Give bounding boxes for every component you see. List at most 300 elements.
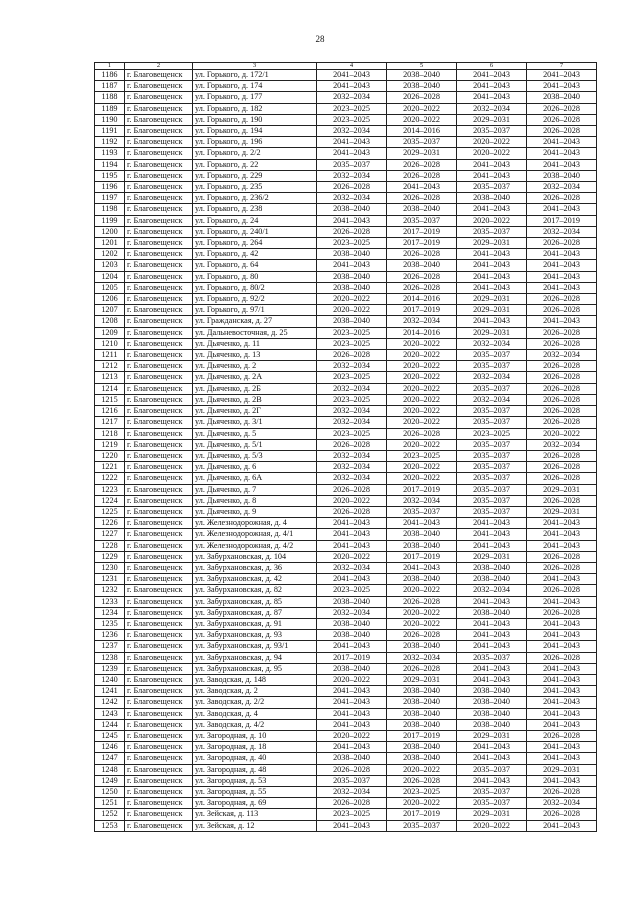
row-number: 1236 — [95, 630, 125, 641]
row-number: 1204 — [95, 271, 125, 282]
address-cell: ул. Заводская, д. 4/2 — [193, 719, 317, 730]
period-cell: 2041–2043 — [317, 719, 387, 730]
period-cell: 2041–2043 — [527, 148, 597, 159]
period-cell: 2035–2037 — [457, 484, 527, 495]
period-cell: 2038–2040 — [527, 92, 597, 103]
period-cell: 2017–2019 — [527, 215, 597, 226]
table-row — [95, 775, 597, 786]
period-cell: 2041–2043 — [527, 742, 597, 753]
city-cell: г. Благовещенск — [125, 81, 193, 92]
address-cell: ул. Забурхановская, д. 82 — [193, 585, 317, 596]
row-number: 1231 — [95, 574, 125, 585]
period-cell: 2041–2043 — [317, 148, 387, 159]
period-cell: 2035–2037 — [457, 462, 527, 473]
city-cell: г. Благовещенск — [125, 753, 193, 764]
period-cell: 2041–2043 — [457, 518, 527, 529]
table-row — [95, 327, 597, 338]
period-cell: 2038–2040 — [387, 204, 457, 215]
city-cell: г. Благовещенск — [125, 204, 193, 215]
period-cell: 2038–2040 — [387, 260, 457, 271]
period-cell: 2023–2025 — [317, 327, 387, 338]
period-cell: 2038–2040 — [317, 596, 387, 607]
row-number: 1248 — [95, 764, 125, 775]
period-cell: 2023–2025 — [317, 114, 387, 125]
city-cell: г. Благовещенск — [125, 182, 193, 193]
address-cell: ул. Дьяченко, д. 2В — [193, 394, 317, 405]
table-row — [95, 663, 597, 674]
city-cell: г. Благовещенск — [125, 271, 193, 282]
period-cell: 2041–2043 — [457, 170, 527, 181]
period-cell: 2041–2043 — [317, 137, 387, 148]
period-cell: 2032–2034 — [457, 103, 527, 114]
address-cell: ул. Заводская, д. 2 — [193, 686, 317, 697]
row-number: 1214 — [95, 383, 125, 394]
period-cell: 2023–2025 — [387, 787, 457, 798]
period-cell: 2035–2037 — [457, 406, 527, 417]
period-cell: 2035–2037 — [457, 798, 527, 809]
city-cell: г. Благовещенск — [125, 215, 193, 226]
city-cell: г. Благовещенск — [125, 764, 193, 775]
address-cell: ул. Горького, д. 190 — [193, 114, 317, 125]
address-cell: ул. Забурхановская, д. 94 — [193, 652, 317, 663]
city-cell: г. Благовещенск — [125, 361, 193, 372]
table-row — [95, 204, 597, 215]
address-cell: ул. Горького, д. 80 — [193, 271, 317, 282]
city-cell: г. Благовещенск — [125, 618, 193, 629]
period-cell: 2023–2025 — [317, 394, 387, 405]
period-cell: 2026–2028 — [317, 182, 387, 193]
period-cell: 2041–2043 — [457, 529, 527, 540]
period-cell: 2026–2028 — [527, 327, 597, 338]
period-cell: 2020–2022 — [387, 462, 457, 473]
table-row — [95, 406, 597, 417]
period-cell: 2026–2028 — [527, 103, 597, 114]
period-cell: 2029–2031 — [387, 674, 457, 685]
period-cell: 2023–2025 — [317, 428, 387, 439]
column-number-row — [95, 63, 597, 70]
period-cell: 2041–2043 — [387, 182, 457, 193]
period-cell: 2041–2043 — [527, 719, 597, 730]
address-cell: ул. Забурхановская, д. 104 — [193, 551, 317, 562]
period-cell: 2017–2019 — [387, 484, 457, 495]
address-cell: ул. Горького, д. 92/2 — [193, 294, 317, 305]
period-cell: 2032–2034 — [317, 787, 387, 798]
table-row — [95, 428, 597, 439]
row-number: 1209 — [95, 327, 125, 338]
table-row — [95, 103, 597, 114]
period-cell: 2041–2043 — [387, 518, 457, 529]
period-cell: 2041–2043 — [527, 775, 597, 786]
period-cell: 2032–2034 — [527, 798, 597, 809]
city-cell: г. Благовещенск — [125, 585, 193, 596]
period-cell: 2017–2019 — [387, 226, 457, 237]
period-cell: 2041–2043 — [317, 518, 387, 529]
row-number: 1201 — [95, 238, 125, 249]
city-cell: г. Благовещенск — [125, 484, 193, 495]
period-cell: 2041–2043 — [527, 529, 597, 540]
period-cell: 2020–2022 — [387, 103, 457, 114]
period-cell: 2041–2043 — [317, 641, 387, 652]
row-number: 1192 — [95, 137, 125, 148]
address-cell: ул. Горького, д. 196 — [193, 137, 317, 148]
period-cell: 2035–2037 — [457, 473, 527, 484]
period-cell: 2041–2043 — [317, 686, 387, 697]
table-row — [95, 630, 597, 641]
period-cell: 2023–2025 — [317, 372, 387, 383]
address-cell: ул. Горького, д. 240/1 — [193, 226, 317, 237]
city-cell: г. Благовещенск — [125, 596, 193, 607]
row-number: 1252 — [95, 809, 125, 820]
period-cell: 2035–2037 — [457, 787, 527, 798]
period-cell: 2038–2040 — [317, 271, 387, 282]
row-number: 1217 — [95, 417, 125, 428]
table-row — [95, 484, 597, 495]
period-cell: 2017–2019 — [387, 809, 457, 820]
table-row — [95, 394, 597, 405]
row-number: 1228 — [95, 540, 125, 551]
period-cell: 2026–2028 — [387, 596, 457, 607]
address-cell: ул. Дьяченко, д. 5/1 — [193, 439, 317, 450]
city-cell: г. Благовещенск — [125, 495, 193, 506]
row-number: 1195 — [95, 170, 125, 181]
address-cell: ул. Дьяченко, д. 6 — [193, 462, 317, 473]
address-cell: ул. Загородная, д. 10 — [193, 730, 317, 741]
period-cell: 2026–2028 — [527, 383, 597, 394]
period-cell: 2023–2025 — [317, 809, 387, 820]
period-cell: 2026–2028 — [527, 238, 597, 249]
address-cell: ул. Горького, д. 22 — [193, 159, 317, 170]
city-cell: г. Благовещенск — [125, 338, 193, 349]
row-number: 1244 — [95, 719, 125, 730]
period-cell: 2026–2028 — [527, 787, 597, 798]
row-number: 1216 — [95, 406, 125, 417]
address-cell: ул. Горького, д. 264 — [193, 238, 317, 249]
address-cell: ул. Дьяченко, д. 13 — [193, 350, 317, 361]
period-cell: 2026–2028 — [317, 439, 387, 450]
address-cell: ул. Дьяченко, д. 7 — [193, 484, 317, 495]
period-cell: 2020–2022 — [387, 607, 457, 618]
period-cell: 2041–2043 — [527, 574, 597, 585]
table-row — [95, 159, 597, 170]
table-row — [95, 518, 597, 529]
period-cell: 2041–2043 — [317, 540, 387, 551]
address-cell: ул. Заводская, д. 148 — [193, 674, 317, 685]
period-cell: 2026–2028 — [387, 630, 457, 641]
city-cell: г. Благовещенск — [125, 562, 193, 573]
period-cell: 2041–2043 — [527, 641, 597, 652]
period-cell: 2041–2043 — [527, 820, 597, 831]
address-cell: ул. Забурхановская, д. 36 — [193, 562, 317, 573]
table-row — [95, 361, 597, 372]
period-cell: 2026–2028 — [527, 585, 597, 596]
address-cell: ул. Загородная, д. 40 — [193, 753, 317, 764]
period-cell: 2035–2037 — [317, 775, 387, 786]
city-cell: г. Благовещенск — [125, 406, 193, 417]
address-cell: ул. Горького, д. 172/1 — [193, 70, 317, 81]
table-row — [95, 450, 597, 461]
period-cell: 2041–2043 — [317, 708, 387, 719]
period-cell: 2032–2034 — [317, 473, 387, 484]
city-cell: г. Благовещенск — [125, 439, 193, 450]
period-cell: 2026–2028 — [527, 294, 597, 305]
period-cell: 2038–2040 — [317, 753, 387, 764]
city-cell: г. Благовещенск — [125, 686, 193, 697]
period-cell: 2017–2019 — [317, 652, 387, 663]
row-number: 1199 — [95, 215, 125, 226]
row-number: 1222 — [95, 473, 125, 484]
address-cell: ул. Гражданская, д. 27 — [193, 316, 317, 327]
schedule-table — [94, 62, 597, 832]
period-cell: 2041–2043 — [457, 674, 527, 685]
period-cell: 2041–2043 — [527, 596, 597, 607]
period-cell: 2041–2043 — [527, 282, 597, 293]
period-cell: 2029–2031 — [457, 114, 527, 125]
city-cell: г. Благовещенск — [125, 574, 193, 585]
period-cell: 2020–2022 — [527, 428, 597, 439]
city-cell: г. Благовещенск — [125, 607, 193, 618]
period-cell: 2017–2019 — [387, 551, 457, 562]
period-cell: 2026–2028 — [527, 305, 597, 316]
period-cell: 2032–2034 — [317, 170, 387, 181]
address-cell: ул. Железнодорожная, д. 4/2 — [193, 540, 317, 551]
period-cell: 2038–2040 — [457, 562, 527, 573]
period-cell: 2038–2040 — [317, 204, 387, 215]
row-number: 1226 — [95, 518, 125, 529]
period-cell: 2038–2040 — [387, 81, 457, 92]
city-cell: г. Благовещенск — [125, 137, 193, 148]
period-cell: 2038–2040 — [387, 719, 457, 730]
address-cell: ул. Горького, д. 80/2 — [193, 282, 317, 293]
city-cell: г. Благовещенск — [125, 238, 193, 249]
city-cell: г. Благовещенск — [125, 394, 193, 405]
period-cell: 2035–2037 — [457, 495, 527, 506]
period-cell: 2026–2028 — [317, 506, 387, 517]
row-number: 1198 — [95, 204, 125, 215]
city-cell: г. Благовещенск — [125, 518, 193, 529]
city-cell: г. Благовещенск — [125, 697, 193, 708]
period-cell: 2041–2043 — [527, 316, 597, 327]
row-number: 1205 — [95, 282, 125, 293]
address-cell: ул. Дьяченко, д. 11 — [193, 338, 317, 349]
period-cell: 2026–2028 — [527, 462, 597, 473]
table-row — [95, 764, 597, 775]
period-cell: 2020–2022 — [317, 730, 387, 741]
period-cell: 2020–2022 — [387, 473, 457, 484]
address-cell: ул. Железнодорожная, д. 4/1 — [193, 529, 317, 540]
table-row — [95, 674, 597, 685]
row-number: 1197 — [95, 193, 125, 204]
period-cell: 2020–2022 — [387, 439, 457, 450]
period-cell: 2029–2031 — [527, 484, 597, 495]
address-cell: ул. Горького, д. 238 — [193, 204, 317, 215]
period-cell: 2035–2037 — [457, 439, 527, 450]
table-row — [95, 383, 597, 394]
city-cell: г. Благовещенск — [125, 652, 193, 663]
address-cell: ул. Горького, д. 2/2 — [193, 148, 317, 159]
row-number: 1211 — [95, 350, 125, 361]
period-cell: 2038–2040 — [387, 742, 457, 753]
table-row — [95, 596, 597, 607]
address-cell: ул. Горького, д. 182 — [193, 103, 317, 114]
period-cell: 2032–2034 — [527, 350, 597, 361]
period-cell: 2014–2016 — [387, 294, 457, 305]
table-row — [95, 506, 597, 517]
period-cell: 2020–2022 — [317, 551, 387, 562]
period-cell: 2026–2028 — [387, 271, 457, 282]
period-cell: 2038–2040 — [317, 249, 387, 260]
table-body — [95, 70, 597, 832]
period-cell: 2026–2028 — [317, 764, 387, 775]
table-row — [95, 607, 597, 618]
period-cell: 2032–2034 — [387, 316, 457, 327]
period-cell: 2032–2034 — [317, 383, 387, 394]
period-cell: 2020–2022 — [387, 361, 457, 372]
table-row — [95, 316, 597, 327]
address-cell: ул. Забурхановская, д. 85 — [193, 596, 317, 607]
period-cell: 2032–2034 — [457, 394, 527, 405]
period-cell: 2032–2034 — [527, 439, 597, 450]
period-cell: 2041–2043 — [317, 529, 387, 540]
period-cell: 2029–2031 — [457, 294, 527, 305]
table-row — [95, 294, 597, 305]
period-cell: 2032–2034 — [317, 92, 387, 103]
period-cell: 2032–2034 — [387, 495, 457, 506]
period-cell: 2038–2040 — [317, 663, 387, 674]
city-cell: г. Благовещенск — [125, 730, 193, 741]
period-cell: 2020–2022 — [457, 215, 527, 226]
row-number: 1218 — [95, 428, 125, 439]
period-cell: 2041–2043 — [457, 753, 527, 764]
address-cell: ул. Горького, д. 24 — [193, 215, 317, 226]
period-cell: 2026–2028 — [527, 406, 597, 417]
city-cell: г. Благовещенск — [125, 316, 193, 327]
table-row — [95, 753, 597, 764]
period-cell: 2026–2028 — [387, 428, 457, 439]
period-cell: 2029–2031 — [457, 305, 527, 316]
address-cell: ул. Горького, д. 194 — [193, 126, 317, 137]
city-cell: г. Благовещенск — [125, 372, 193, 383]
period-cell: 2020–2022 — [387, 383, 457, 394]
period-cell: 2026–2028 — [527, 417, 597, 428]
period-cell: 2026–2028 — [527, 607, 597, 618]
row-number: 1193 — [95, 148, 125, 159]
address-cell: ул. Железнодорожная, д. 4 — [193, 518, 317, 529]
period-cell: 2026–2028 — [527, 450, 597, 461]
table-row — [95, 820, 597, 831]
city-cell: г. Благовещенск — [125, 126, 193, 137]
period-cell: 2035–2037 — [457, 361, 527, 372]
city-cell: г. Благовещенск — [125, 551, 193, 562]
address-cell: ул. Дьяченко, д. 5/3 — [193, 450, 317, 461]
period-cell: 2035–2037 — [457, 226, 527, 237]
period-cell: 2020–2022 — [387, 114, 457, 125]
city-cell: г. Благовещенск — [125, 473, 193, 484]
table-row — [95, 540, 597, 551]
period-cell: 2041–2043 — [387, 562, 457, 573]
period-cell: 2035–2037 — [457, 764, 527, 775]
address-cell: ул. Забурхановская, д. 91 — [193, 618, 317, 629]
period-cell: 2038–2040 — [317, 316, 387, 327]
period-cell: 2041–2043 — [457, 260, 527, 271]
period-cell: 2026–2028 — [317, 350, 387, 361]
city-cell: г. Благовещенск — [125, 383, 193, 394]
table-row — [95, 193, 597, 204]
period-cell: 2017–2019 — [387, 305, 457, 316]
address-cell: ул. Дальневосточная, д. 25 — [193, 327, 317, 338]
row-number: 1206 — [95, 294, 125, 305]
period-cell: 2041–2043 — [457, 81, 527, 92]
table-row — [95, 372, 597, 383]
row-number: 1203 — [95, 260, 125, 271]
row-number: 1219 — [95, 439, 125, 450]
row-number: 1243 — [95, 708, 125, 719]
period-cell: 2041–2043 — [527, 674, 597, 685]
period-cell: 2041–2043 — [457, 618, 527, 629]
period-cell: 2041–2043 — [457, 663, 527, 674]
period-cell: 2026–2028 — [527, 114, 597, 125]
period-cell: 2038–2040 — [457, 607, 527, 618]
period-cell: 2041–2043 — [527, 81, 597, 92]
period-cell: 2038–2040 — [387, 529, 457, 540]
address-cell: ул. Заводская, д. 4 — [193, 708, 317, 719]
row-number: 1227 — [95, 529, 125, 540]
period-cell: 2026–2028 — [317, 226, 387, 237]
period-cell: 2035–2037 — [457, 652, 527, 663]
city-cell: г. Благовещенск — [125, 529, 193, 540]
table-row — [95, 708, 597, 719]
row-number: 1247 — [95, 753, 125, 764]
table-row — [95, 585, 597, 596]
table-row — [95, 686, 597, 697]
period-cell: 2032–2034 — [317, 450, 387, 461]
address-cell: ул. Горького, д. 174 — [193, 81, 317, 92]
period-cell: 2020–2022 — [387, 764, 457, 775]
city-cell: г. Благовещенск — [125, 249, 193, 260]
address-cell: ул. Забурхановская, д. 93/1 — [193, 641, 317, 652]
table-row — [95, 305, 597, 316]
city-cell: г. Благовещенск — [125, 92, 193, 103]
table-row — [95, 551, 597, 562]
address-cell: ул. Горького, д. 177 — [193, 92, 317, 103]
period-cell: 2038–2040 — [387, 540, 457, 551]
column-header: 7 — [527, 63, 597, 70]
address-cell: ул. Дьяченко, д. 2 — [193, 361, 317, 372]
city-cell: г. Благовещенск — [125, 170, 193, 181]
city-cell: г. Благовещенск — [125, 506, 193, 517]
city-cell: г. Благовещенск — [125, 641, 193, 652]
row-number: 1220 — [95, 450, 125, 461]
city-cell: г. Благовещенск — [125, 350, 193, 361]
city-cell: г. Благовещенск — [125, 327, 193, 338]
row-number: 1212 — [95, 361, 125, 372]
period-cell: 2035–2037 — [387, 820, 457, 831]
table-row — [95, 70, 597, 81]
period-cell: 2038–2040 — [457, 574, 527, 585]
address-cell: ул. Дьяченко, д. 2А — [193, 372, 317, 383]
address-cell: ул. Горького, д. 97/1 — [193, 305, 317, 316]
period-cell: 2041–2043 — [527, 204, 597, 215]
period-cell: 2026–2028 — [387, 249, 457, 260]
row-number: 1250 — [95, 787, 125, 798]
column-header: 3 — [193, 63, 317, 70]
city-cell: г. Благовещенск — [125, 663, 193, 674]
row-number: 1233 — [95, 596, 125, 607]
period-cell: 2035–2037 — [387, 506, 457, 517]
city-cell: г. Благовещенск — [125, 798, 193, 809]
row-number: 1241 — [95, 686, 125, 697]
period-cell: 2023–2025 — [317, 238, 387, 249]
period-cell: 2041–2043 — [527, 518, 597, 529]
